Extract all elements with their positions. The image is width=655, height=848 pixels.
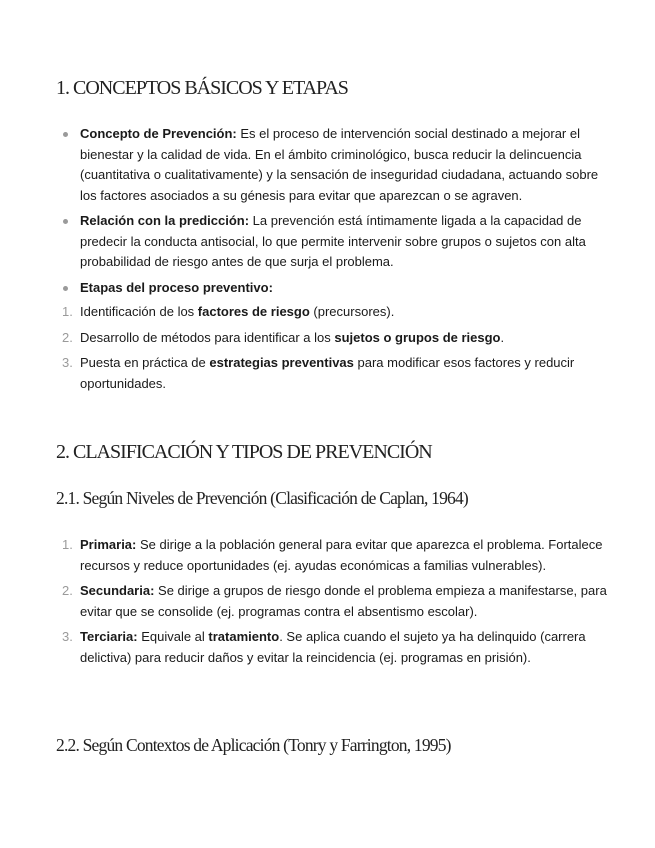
section-1-list <box>56 124 616 394</box>
etapa-bold: estrategias preventivas <box>209 355 354 370</box>
etapa-item <box>56 328 616 349</box>
subsection-2-2-heading: 2.2. Según Contextos de Aplicación (Tonry y Farrington, 1995) <box>56 735 451 755</box>
etapa-text: . <box>500 329 505 345</box>
item-text: Equivale al <box>137 629 209 644</box>
section-1-heading: 1. CONCEPTOS BÁSICOS Y ETAPAS <box>56 77 348 99</box>
etapa-text: Identificación de los <box>80 304 198 319</box>
item-text: Se dirige a la población general para evitar que aparezca el problema. Fortalece recursos y reduce oportunidades (ej. ayudas económicas a familias vulnerables). <box>80 537 603 573</box>
nivel-item-secundaria <box>56 581 616 622</box>
item-label: Secundaria: <box>80 583 155 598</box>
etapa-text: Puesta en práctica de <box>80 355 210 370</box>
list-item-relacion <box>56 211 616 273</box>
list-item-concepto <box>56 124 616 206</box>
list-number: 3. <box>62 629 73 644</box>
section-2-heading: 2. CLASIFICACIÓN Y TIPOS DE PREVENCIÓN <box>56 441 432 463</box>
niveles-list <box>56 535 616 668</box>
item-text: Es el proceso de intervención social destinado a mejorar el bienestar y la calidad de vida. En el ámbito criminológico, busca reducir la delincuencia (cuantitativa o cualitativamente) y la sensación de inseguridad ciudadana, actuando sobre los factores asociados a su génesis para evitar que aparezcan o se agraven. <box>80 126 599 203</box>
etapas-list <box>56 302 616 394</box>
list-number: 2. <box>62 583 73 598</box>
etapa-item <box>56 302 616 323</box>
item-text: La prevención está íntimamente ligada a la capacidad de predecir la conducta antisocial, lo que permite intervenir sobre grupos o sujetos con alta probabilidad de riesgo antes de que surja el problema. <box>80 213 586 269</box>
list-number: 1. <box>62 304 73 319</box>
item-label: Relación con la predicción: <box>80 213 250 228</box>
item-label: Concepto de Prevención: <box>80 126 237 141</box>
etapa-bold: sujetos o grupos de riesgo <box>334 329 501 345</box>
list-number: 2. <box>62 329 73 345</box>
subsection-2-1-heading: 2.1. Según Niveles de Prevención (Clasificación de Caplan, 1964) <box>56 488 468 508</box>
item-text: Se dirige a grupos de riesgo donde el problema empieza a manifestarse, para evitar que se consolide (ej. programas contra el absentismo escolar). <box>80 583 607 619</box>
item-label: Terciaria: <box>80 629 138 644</box>
item-text: . Se aplica cuando el sujeto ya ha delinquido (carrera delictiva) para reducir daños y evitar la reincidencia (ej. programas en prisión). <box>80 629 586 665</box>
etapa-item <box>56 353 616 394</box>
etapa-bold: factores de riesgo <box>197 304 310 319</box>
nivel-item-terciaria <box>56 627 616 668</box>
item-label: Etapas del proceso preventivo: <box>80 279 273 295</box>
item-bold: tratamiento <box>208 629 280 644</box>
item-label: Primaria: <box>80 537 137 552</box>
list-item-etapas <box>56 278 616 395</box>
etapa-text: (precursores). <box>309 304 395 319</box>
list-number: 3. <box>62 355 73 370</box>
etapa-text: Desarrollo de métodos para identificar a los <box>80 329 335 345</box>
list-number: 1. <box>62 537 73 552</box>
etapa-text: para modificar esos factores y reducir oportunidades. <box>80 355 575 391</box>
nivel-item-primaria <box>56 535 616 576</box>
